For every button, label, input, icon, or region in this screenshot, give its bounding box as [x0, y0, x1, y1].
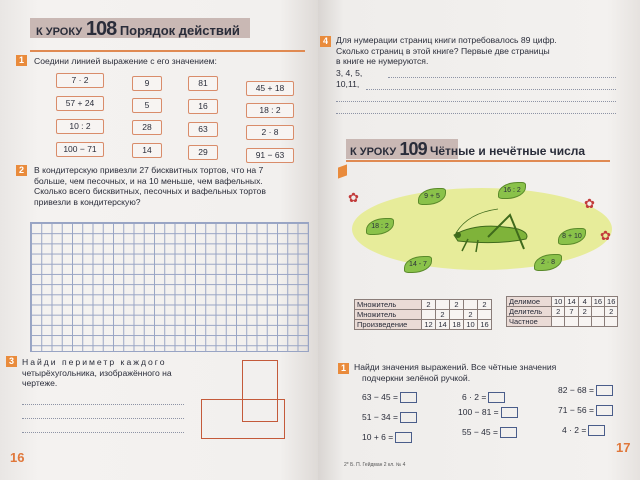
left-page	[0, 0, 318, 480]
row-label: Произведение	[355, 320, 422, 330]
answer-line[interactable]	[22, 404, 184, 405]
lesson-number: 108	[85, 18, 117, 40]
answer-line[interactable]	[336, 113, 616, 114]
expr-box[interactable]: 100 − 71	[56, 142, 104, 157]
expression-text: 71 − 56 =	[558, 405, 594, 415]
expression-text: 4 · 2 =	[562, 425, 587, 435]
task-1-text: Соедини линией выражение с его значением:	[34, 56, 217, 66]
expression-text: 55 − 45 =	[462, 427, 498, 437]
task-number: 1	[16, 55, 27, 66]
task-number: 4	[320, 36, 331, 47]
answer-box[interactable]	[400, 392, 417, 403]
expr-box[interactable]: 7 · 2	[56, 73, 104, 88]
expression-text: 82 − 68 =	[558, 385, 594, 395]
bookmark-icon	[338, 164, 347, 178]
value-box[interactable]: 9	[132, 76, 162, 91]
table-cell[interactable]	[450, 310, 464, 320]
row-label: Частное	[507, 317, 552, 327]
task-line: в книге не нумеруются.	[336, 56, 429, 66]
task-1-text	[354, 362, 634, 383]
table-cell[interactable]: 18	[450, 320, 464, 330]
table-cell[interactable]: 2	[578, 307, 591, 317]
lesson-header	[350, 139, 585, 160]
expression	[362, 412, 417, 423]
table-cell[interactable]: 2	[605, 307, 618, 317]
leaf-card: 16 : 2	[498, 182, 526, 199]
table-cell[interactable]: 2	[464, 310, 478, 320]
row-label: Множитель	[355, 300, 422, 310]
task-number: 1	[338, 363, 349, 374]
expression	[558, 385, 613, 396]
leaf-card: 9 + 5	[418, 188, 446, 205]
value-box[interactable]: 14	[132, 143, 162, 158]
lesson-number: 109	[399, 139, 427, 159]
table-cell[interactable]: 2	[422, 300, 436, 310]
expr-box[interactable]: 18 : 2	[246, 103, 294, 118]
task-line: Найди значения выражений. Все чётные значения	[354, 362, 557, 372]
leaf-card: 18 : 2	[366, 218, 394, 235]
expression-text: 63 − 45 =	[362, 392, 398, 402]
task-line: четырёхугольника, изображённого на	[22, 367, 172, 378]
sequence-1: 3, 4, 5,	[336, 68, 363, 78]
row-label: Множитель	[355, 310, 422, 320]
table-cell[interactable]: 2	[436, 310, 450, 320]
section-divider	[30, 50, 305, 52]
table-cell[interactable]: 14	[436, 320, 450, 330]
expr-box[interactable]: 45 + 18	[246, 81, 294, 96]
expr-box[interactable]: 57 + 24	[56, 96, 104, 111]
table-cell[interactable]: 10	[464, 320, 478, 330]
expr-box[interactable]: 10 : 2	[56, 119, 104, 134]
expression	[458, 407, 518, 418]
table-cell[interactable]	[605, 317, 618, 327]
value-box[interactable]: 63	[188, 122, 218, 137]
table-cell[interactable]: 14	[565, 297, 578, 307]
grasshopper-icon	[448, 205, 538, 255]
value-box[interactable]: 28	[132, 120, 162, 135]
expression	[462, 392, 505, 403]
header-prefix: К УРОКУ	[350, 146, 397, 158]
page-number: 16	[10, 450, 25, 465]
task-line: Сколько страниц в этой книге? Первые две страницы	[336, 45, 550, 56]
table-cell[interactable]: 2	[478, 300, 492, 310]
answer-line[interactable]	[388, 77, 616, 78]
task-number: 2	[16, 165, 27, 176]
task-4-text	[336, 35, 632, 67]
page-number: 17	[616, 440, 631, 455]
answer-line[interactable]	[366, 89, 616, 90]
value-box[interactable]: 29	[188, 145, 218, 160]
expression	[558, 405, 613, 416]
table-cell[interactable]: 16	[591, 297, 604, 307]
footnote: 2* Б. П. Гейдман 2 кл. № 4	[344, 462, 406, 468]
table-cell[interactable]	[591, 307, 604, 317]
lesson-header	[36, 18, 240, 41]
answer-box[interactable]	[596, 405, 613, 416]
task-number: 3	[6, 356, 17, 367]
expr-box[interactable]: 2 · 8	[246, 125, 294, 140]
task-line: привезли в кондитерскую?	[34, 196, 141, 207]
table-cell[interactable]	[591, 317, 604, 327]
header-prefix: К УРОКУ	[36, 26, 83, 38]
flower-icon: ✿	[600, 228, 611, 243]
table-cell[interactable]	[464, 300, 478, 310]
answer-box[interactable]	[395, 432, 412, 443]
table-cell[interactable]: 2	[450, 300, 464, 310]
expression	[562, 425, 605, 436]
quadrilateral-2	[201, 399, 285, 439]
table-cell[interactable]	[565, 317, 578, 327]
task-line: В кондитерскую привезли 27 бисквитных тортов, что на 7	[34, 165, 264, 175]
table-cell[interactable]: 4	[578, 297, 591, 307]
task-line: Сколько всего бисквитных, песочных и вафельных тортов	[34, 186, 266, 196]
expression	[362, 432, 412, 443]
answer-line[interactable]	[22, 432, 184, 433]
table-cell[interactable]	[552, 317, 565, 327]
lesson-title: Чётные и нечётные числа	[429, 144, 586, 158]
task-3-text	[22, 357, 202, 389]
lesson-title: Порядок действий	[119, 23, 240, 38]
task-2-text	[34, 165, 314, 207]
task-line: Найди периметр каждого	[22, 357, 167, 367]
expression-text: 6 · 2 =	[462, 392, 487, 402]
table-cell[interactable]: 16	[478, 320, 492, 330]
answer-box[interactable]	[500, 427, 517, 438]
value-box[interactable]: 81	[188, 76, 218, 91]
table-cell[interactable]	[422, 310, 436, 320]
multiplication-table	[354, 299, 492, 330]
sequence-2: 10,11,	[336, 79, 360, 89]
right-page	[318, 0, 640, 480]
table-cell[interactable]: 12	[422, 320, 436, 330]
expression-text: 51 − 34 =	[362, 412, 398, 422]
division-table	[506, 296, 618, 327]
answer-box[interactable]	[588, 425, 605, 436]
value-box[interactable]: 5	[132, 98, 162, 113]
task-line: чертеже.	[22, 378, 58, 388]
table-cell[interactable]: 7	[565, 307, 578, 317]
expr-box[interactable]: 91 − 63	[246, 148, 294, 163]
task-line: подчеркни зелёной ручкой.	[362, 372, 471, 383]
flower-icon: ✿	[584, 196, 595, 211]
answer-box[interactable]	[596, 385, 613, 396]
row-label: Делимое	[507, 297, 552, 307]
task-line: Для нумерации страниц книги потребовалось 89 цифр.	[336, 35, 557, 45]
answer-grid[interactable]	[30, 222, 309, 352]
answer-box[interactable]	[400, 412, 417, 423]
table-cell[interactable]: 10	[552, 297, 565, 307]
answer-box[interactable]	[501, 407, 518, 418]
leaf-card: 8 + 10	[558, 228, 586, 245]
table-cell[interactable]	[478, 310, 492, 320]
expression-text: 100 − 81 =	[458, 407, 499, 417]
table-cell[interactable]	[578, 317, 591, 327]
answer-line[interactable]	[22, 418, 184, 419]
flower-icon: ✿	[348, 190, 359, 205]
table-cell[interactable]	[436, 300, 450, 310]
section-divider	[346, 160, 610, 162]
task-line: больше, чем песочных, и на 10 меньше, чем вафельных.	[34, 175, 263, 186]
expression	[362, 392, 417, 403]
answer-box[interactable]	[488, 392, 505, 403]
leaf-card: 2 · 8	[534, 254, 562, 271]
answer-line[interactable]	[336, 101, 616, 102]
value-box[interactable]: 16	[188, 99, 218, 114]
table-cell[interactable]: 2	[552, 307, 565, 317]
leaf-card: 14 - 7	[404, 256, 432, 273]
row-label: Делитель	[507, 307, 552, 317]
table-cell[interactable]: 16	[605, 297, 618, 307]
expression-text: 10 + 6 =	[362, 432, 394, 442]
expression	[462, 427, 517, 438]
